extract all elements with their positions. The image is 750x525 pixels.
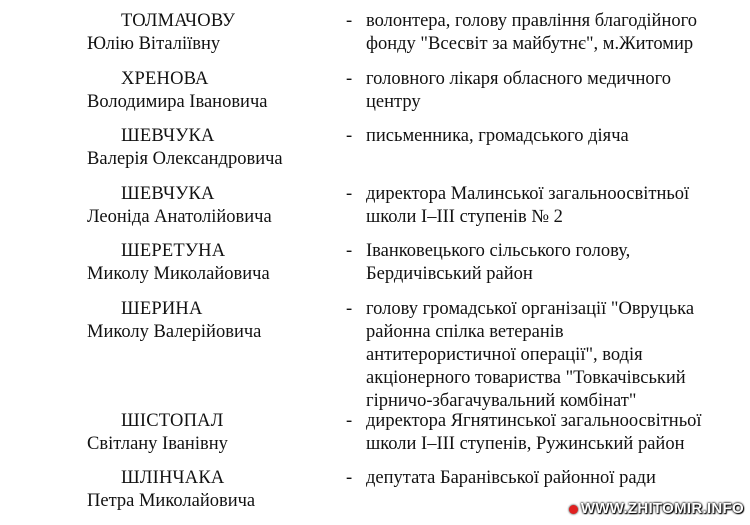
description (366, 240, 746, 286)
description (366, 298, 746, 413)
description (366, 467, 746, 490)
dash: - (346, 11, 353, 31)
given-names: Валерія Олександровича (87, 149, 283, 169)
description-line: акціонерного товариства "Товкачівський (366, 368, 686, 388)
description-line: директора Ягнятинської загальноосвітньої (366, 411, 702, 431)
surname: ШЕРЕТУНА (121, 241, 226, 261)
watermark-text: WWW.ZHITOMIR.INFO (580, 500, 744, 517)
given-names: Світлану Іванівну (87, 434, 228, 454)
description-line: гірничо-збагачувальний комбінат" (366, 391, 637, 411)
dash: - (346, 411, 353, 431)
surname: ШЕРИНА (121, 299, 203, 319)
given-names: Миколу Миколайовича (87, 264, 270, 284)
given-names: Володимира Івановича (87, 92, 268, 112)
description (366, 68, 746, 114)
description-line: волонтера, голову правління благодійного (366, 11, 697, 31)
surname: ШІСТОПАЛ (121, 411, 224, 431)
surname: ХРЕНОВА (121, 69, 209, 89)
description-line: Бердичівський район (366, 264, 533, 284)
description-line: антитерористичної операції", водія (366, 345, 643, 365)
dash: - (346, 126, 353, 146)
description-line: письменника, громадського діяча (366, 126, 629, 146)
description-line: районна спілка ветеранів (366, 322, 564, 342)
description-line: голову громадської організації "Овруцька (366, 299, 695, 319)
dash: - (346, 184, 353, 204)
description-line: головного лікаря обласного медичного (366, 69, 672, 89)
surname: ШЕВЧУКА (121, 126, 215, 146)
description-line: школи І–ІІІ ступенів, Ружинський район (366, 434, 685, 454)
surname: ТОЛМАЧОВУ (121, 11, 236, 31)
description-line: фонду "Всесвіт за майбутнє", м.Житомир (366, 34, 694, 54)
given-names: Юлію Віталіївну (87, 34, 221, 54)
description (366, 410, 746, 456)
given-names: Петра Миколайовича (87, 491, 256, 511)
description-line: школи І–ІІІ ступенів № 2 (366, 207, 563, 227)
site-watermark (569, 500, 744, 517)
surname: ШЛІНЧАКА (121, 468, 225, 488)
given-names: Леоніда Анатолійовича (87, 207, 272, 227)
description (366, 183, 746, 229)
description-line: директора Малинської загальноосвітньої (366, 184, 690, 204)
description (366, 125, 746, 148)
description-line: Іванковецького сільського голову, (366, 241, 631, 261)
description (366, 10, 746, 56)
watermark-dot-icon (569, 505, 578, 514)
given-names: Миколу Валерійовича (87, 322, 262, 342)
surname: ШЕВЧУКА (121, 184, 215, 204)
description-line: центру (366, 92, 421, 112)
dash: - (346, 299, 353, 319)
description-line: депутата Баранівської районної ради (366, 468, 656, 488)
dash: - (346, 69, 353, 89)
dash: - (346, 241, 353, 261)
dash: - (346, 468, 353, 488)
